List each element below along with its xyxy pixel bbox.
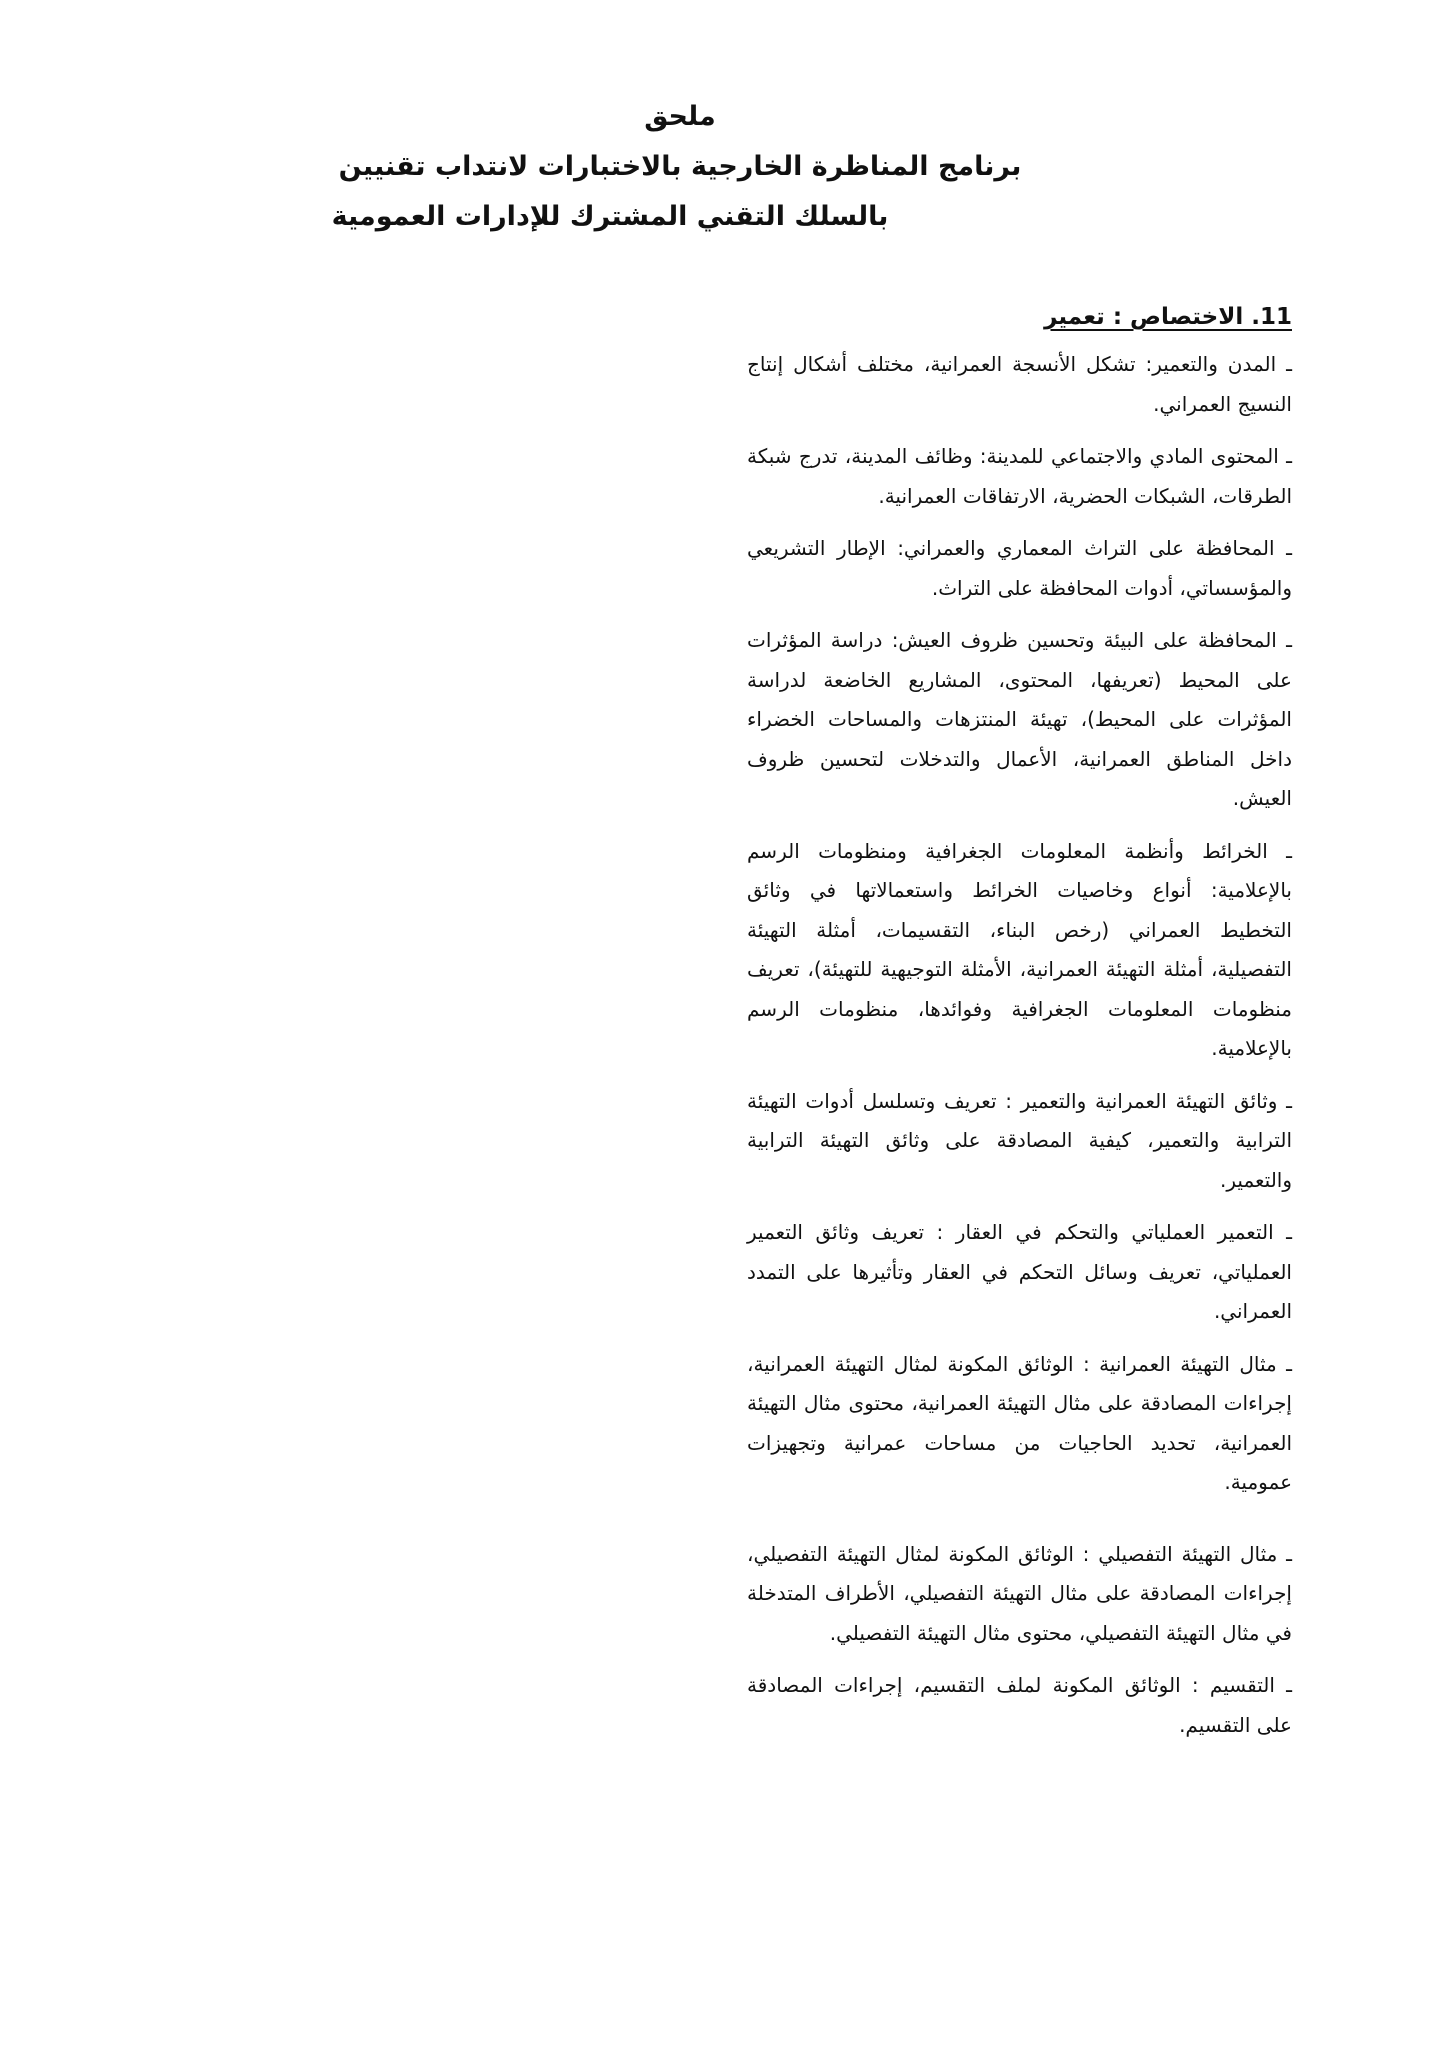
specialty-section (747, 297, 1292, 1758)
syllabus-item: ـ التعمير العملياتي والتحكم في العقار : تعريف وثائق التعمير العملياتي، تعريف وسائل التحكم في العقار وتأثيرها على التمدد العمراني. (747, 1220, 1292, 1323)
document-header (300, 92, 1060, 242)
annex-label: ملحق (644, 101, 716, 132)
syllabus-item: ـ المحافظة على التراث المعماري والعمراني: الإطار التشريعي والمؤسساتي، أدوات المحافظة على التراث. (747, 536, 1292, 600)
syllabus-item: ـ المحتوى المادي والاجتماعي للمدينة: وظائف المدينة، تدرج شبكة الطرقات، الشبكات الحضرية، الارتفاقات العمرانية. (747, 444, 1292, 508)
program-subtitle: بالسلك التقني المشترك للإدارات العمومية (331, 201, 889, 232)
syllabus-item: ـ مثال التهيئة العمرانية : الوثائق المكونة لمثال التهيئة العمرانية، إجراءات المصادقة على مثال التهيئة العمرانية، محتوى مثال التهيئة العمرانية، تحديد الحاجيات من مساحات عمرانية وتجهيزات عمومية. (747, 1351, 1292, 1494)
syllabus-item: ـ المدن والتعمير: تشكل الأنسجة العمرانية، مختلف أشكال إنتاج النسيج العمراني. (747, 352, 1292, 416)
section-title: 11. الاختصاص : تعمير (1044, 304, 1292, 330)
syllabus-item: ـ الخرائط وأنظمة المعلومات الجغرافية ومنظومات الرسم بالإعلامية: أنواع وخاصيات الخرائط واستعمالاتها في وثائق التخطيط العمراني (رخص البناء، التقسيمات، أمثلة التهيئة التفصيلية، أمثلة التهيئة العمرانية، الأمثلة التوجيهية للتهيئة)، تعريف منظومات المعلومات الجغرافية وفوائدها، منظومات الرسم بالإعلامية. (747, 838, 1292, 1060)
syllabus-item: ـ وثائق التهيئة العمرانية والتعمير : تعريف وتسلسل أدوات التهيئة الترابية والتعمير، كيفية المصادقة على وثائق التهيئة الترابية والتعمير. (747, 1088, 1292, 1192)
program-title: برنامج المناظرة الخارجية بالاختبارات لانتداب تقنيين (338, 151, 1022, 182)
syllabus-item: ـ التقسيم : الوثائق المكونة لملف التقسيم، إجراءات المصادقة على التقسيم. (747, 1673, 1292, 1737)
syllabus-item: ـ المحافظة على البيئة وتحسين ظروف العيش: دراسة المؤثرات على المحيط (تعريفها، المحتوى، المشاريع الخاضعة لدراسة المؤثرات على المحيط)، تهيئة المنتزهات والمساحات الخضراء داخل المناطق العمرانية، الأعمال والتدخلات لتحسين ظروف العيش. (747, 628, 1292, 810)
syllabus-item: ـ مثال التهيئة التفصيلي : الوثائق المكونة لمثال التهيئة التفصيلي، إجراءات المصادقة على مثال التهيئة التفصيلي، الأطراف المتدخلة في مثال التهيئة التفصيلي، محتوى مثال التهيئة التفصيلي. (747, 1541, 1292, 1645)
